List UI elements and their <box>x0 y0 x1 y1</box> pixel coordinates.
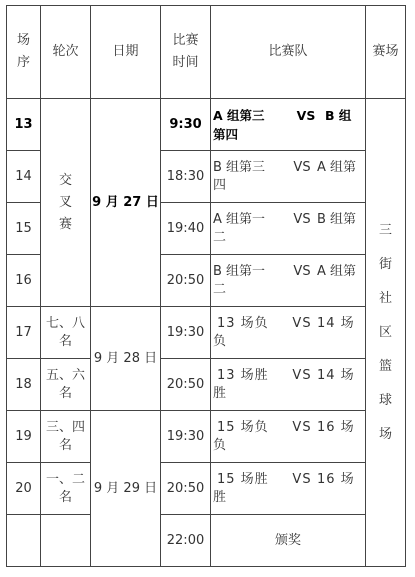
vs-label: VS <box>292 419 312 435</box>
team-1: 15 场胜 <box>217 471 269 487</box>
vs-label: VS <box>293 211 311 227</box>
match-time: 20:50 <box>161 359 211 411</box>
venue-label: 三街社区篮球场 <box>378 222 392 442</box>
match-no <box>7 515 41 567</box>
match-no: 13 <box>7 99 41 151</box>
match-schedule-table <box>6 5 406 567</box>
match-time: 18:30 <box>161 151 211 203</box>
team-1: 13 场胜 <box>217 367 269 383</box>
round-cell: 三、四名 <box>41 411 91 463</box>
match-teams <box>211 307 366 359</box>
date-cell: 9 月 29 日 <box>91 411 161 567</box>
table-row <box>7 99 406 151</box>
header-round-label: 轮次 <box>52 44 79 60</box>
round-cell: 五、六名 <box>41 359 91 411</box>
match-time: 19:30 <box>161 411 211 463</box>
vs-label: VS <box>293 263 311 279</box>
match-teams <box>211 411 366 463</box>
award-ceremony: 颁奖 <box>211 515 366 567</box>
header-round <box>41 6 91 99</box>
team-2: 14 场负 <box>213 315 355 349</box>
round-cell: 七、八名 <box>41 307 91 359</box>
match-time: 20:50 <box>161 463 211 515</box>
match-teams <box>211 99 366 151</box>
vs-label: VS <box>292 471 312 487</box>
team-2: A 组第二 <box>213 263 357 297</box>
vs-label: VS <box>293 159 311 175</box>
table-row <box>7 463 406 515</box>
team-1: B 组第三 <box>213 159 266 175</box>
match-time: 22:00 <box>161 515 211 567</box>
match-no: 16 <box>7 255 41 307</box>
table-row <box>7 411 406 463</box>
match-teams <box>211 151 366 203</box>
match-no: 15 <box>7 203 41 255</box>
header-time <box>161 6 211 99</box>
round-label: 交叉赛 <box>58 172 72 232</box>
match-no: 14 <box>7 151 41 203</box>
team-2: 14 场胜 <box>213 367 355 401</box>
header-venue-label: 赛场 <box>372 44 399 60</box>
table-row <box>7 515 406 567</box>
round-cell: 一、二名 <box>41 463 91 515</box>
header-teams <box>211 6 366 99</box>
header-teams-label: 比赛队 <box>268 44 308 60</box>
team-1: B 组第一 <box>213 263 266 279</box>
match-teams <box>211 255 366 307</box>
team-1: A 组第三 <box>213 107 265 123</box>
team-2: B 组第四 <box>213 107 352 142</box>
header-date <box>91 6 161 99</box>
match-time: 19:40 <box>161 203 211 255</box>
match-no: 17 <box>7 307 41 359</box>
round-cell-cross <box>41 99 91 307</box>
vs-label: VS <box>296 107 316 123</box>
match-teams <box>211 203 366 255</box>
match-time: 20:50 <box>161 255 211 307</box>
match-time: 19:30 <box>161 307 211 359</box>
header-match-no-label: 场序 <box>16 33 30 70</box>
match-no: 19 <box>7 411 41 463</box>
round-cell-empty <box>41 515 91 567</box>
header-venue <box>366 6 406 99</box>
team-1: A 组第一 <box>213 211 266 227</box>
table-row <box>7 359 406 411</box>
match-no: 18 <box>7 359 41 411</box>
header-match-no <box>7 6 41 99</box>
match-no: 20 <box>7 463 41 515</box>
team-1: 13 场负 <box>217 315 269 331</box>
venue-cell <box>366 99 406 567</box>
vs-label: VS <box>292 367 312 383</box>
team-2: 16 场胜 <box>213 471 355 505</box>
table-row <box>7 307 406 359</box>
match-teams <box>211 359 366 411</box>
team-1: 15 场负 <box>217 419 269 435</box>
team-2: 16 场负 <box>213 419 355 453</box>
match-time: 9:30 <box>161 99 211 151</box>
team-2: B 组第二 <box>213 211 357 245</box>
date-cell: 9 月 27 日 <box>91 99 161 307</box>
header-row <box>7 6 406 99</box>
header-time-label: 比赛时间 <box>172 33 199 70</box>
header-date-label: 日期 <box>112 44 139 60</box>
vs-label: VS <box>292 315 312 331</box>
date-cell: 9 月 28 日 <box>91 307 161 411</box>
match-teams <box>211 463 366 515</box>
team-2: A 组第四 <box>213 159 357 193</box>
